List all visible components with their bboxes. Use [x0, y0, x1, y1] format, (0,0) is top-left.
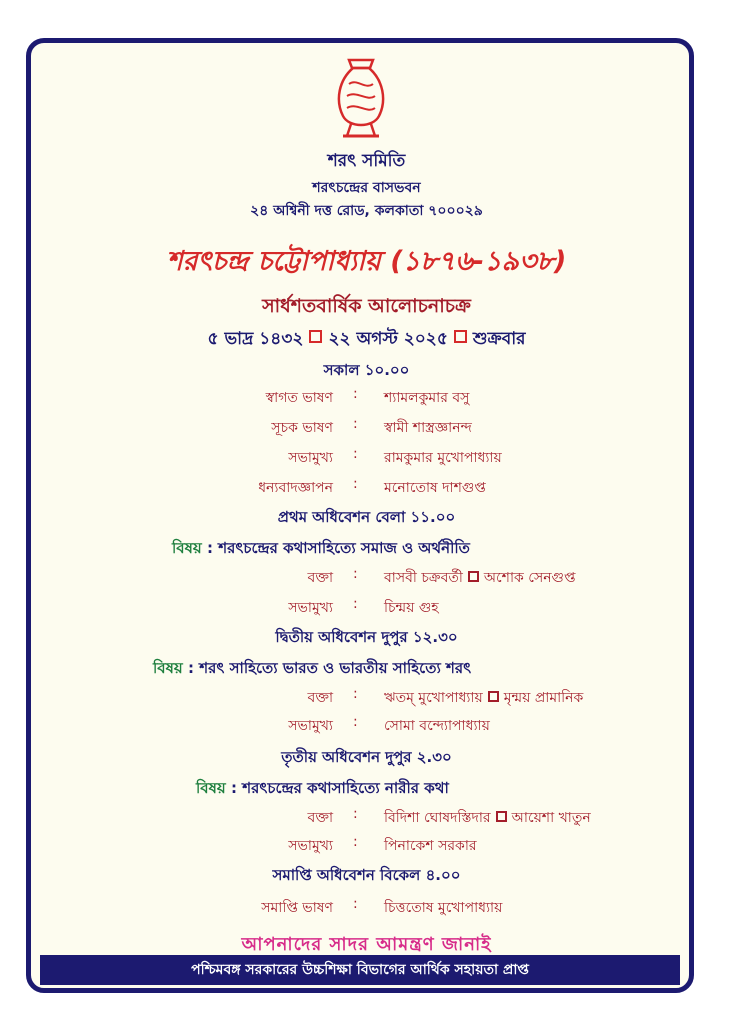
topic-text: : শরৎচন্দ্রের কথাসাহিত্যে সমাজ ও অর্থনীতি [206, 539, 470, 557]
separator: : [353, 416, 358, 432]
closing-speech-label: সমাপ্তি ভাষণ [261, 900, 333, 916]
session-1-chair: চিন্ময় গুহ [384, 600, 439, 616]
venue-name: শরৎচন্দ্রের বাসভবন [312, 180, 421, 196]
speaker: অশোক সেনগুপ্ত [483, 570, 576, 586]
separator: : [353, 476, 358, 492]
separator: : [353, 834, 358, 850]
funding-footer: পশ্চিমবঙ্গ সরকারের উচ্চশিক্ষা বিভাগের আর্থিক সহায়তা প্রাপ্ত [40, 955, 680, 985]
session-2-title: দ্বিতীয় অধিবেশন দুপুর ১২.৩০ [275, 628, 458, 646]
topic-label: বিষয় [153, 659, 183, 677]
speaker: ঋতম্‌ মুখোপাধ্যায় [384, 690, 483, 706]
square-bullet-icon [488, 691, 499, 702]
square-bullet-icon [309, 330, 322, 343]
session-2-topic [153, 657, 471, 682]
speaker: বাসবী চক্রবর্তী [384, 570, 463, 586]
closing-speech-value: চিত্ততোষ মুখোপাধ্যায় [384, 900, 503, 916]
session-2-chair: সোমা বন্দ্যোপাধ্যায় [384, 718, 490, 734]
separator: : [353, 446, 358, 462]
square-bullet-icon [454, 330, 467, 343]
chair-label: সভামুখ্য [288, 600, 333, 616]
vote-of-thanks-label: ধন্যবাদজ্ঞাপন [258, 480, 333, 496]
date-weekday: শুক্রবার [472, 329, 526, 349]
speaker: মৃন্ময় প্রামানিক [503, 690, 584, 706]
session-2-speakers [384, 686, 583, 710]
organizer-name: শরৎ সমিতি [327, 151, 406, 171]
square-bullet-icon [468, 571, 479, 582]
morning-time: সকাল ১০.০০ [323, 361, 410, 379]
separator: : [353, 714, 358, 730]
topic-text: : শরৎচন্দ্রের কথাসাহিত্যে নারীর কথা [230, 779, 449, 797]
date-bengali: ৫ ভাদ্র ১৪৩২ [207, 329, 304, 349]
honoree-title: শরৎচন্দ্র চট্টোপাধ্যায় (১৮৭৬-১৯৩৮) [166, 246, 567, 277]
speakers-label: বক্তা [307, 690, 333, 706]
keynote-value: স্বামী শাস্ত্রজ্ঞানন্দ [384, 420, 472, 436]
session-1-title: প্রথম অধিবেশন বেলা ১১.০০ [277, 508, 456, 526]
vase-emblem-logo [329, 56, 393, 140]
speaker: আয়েশা খাতুন [511, 810, 591, 826]
topic-label: বিষয় [172, 539, 202, 557]
chair-value: রামকুমার মুখোপাধ্যায় [384, 450, 502, 466]
separator: : [353, 896, 358, 912]
topic-text: : শরৎ সাহিত্যে ভারত ও ভারতীয় সাহিত্যে শরৎ [187, 659, 472, 677]
session-3-speakers [384, 806, 591, 830]
event-title: সার্ধশতবার্ষিক আলোচনাচক্র [262, 295, 471, 317]
keynote-label: সূচক ভাষণ [271, 420, 333, 436]
separator: : [353, 566, 358, 582]
chair-label: সভামুখ্য [288, 838, 333, 854]
session-1-topic [172, 537, 470, 562]
session-1-speakers [384, 566, 575, 590]
speakers-label: বক্তা [307, 810, 333, 826]
separator: : [353, 596, 358, 612]
welcome-speech-label: স্বাগত ভাষণ [265, 390, 333, 406]
session-3-topic [196, 777, 449, 802]
session-3-chair: পিনাকেশ সরকার [384, 838, 477, 854]
date-gregorian: ২২ অগস্ট ২০২৫ [328, 329, 448, 349]
session-3-title: তৃতীয় অধিবেশন দুপুর ২.৩০ [281, 748, 452, 766]
separator: : [353, 806, 358, 822]
speaker: বিদিশা ঘোষদস্তিদার [384, 810, 491, 826]
chair-label: সভামুখ্য [288, 718, 333, 734]
event-date [0, 326, 733, 354]
separator: : [353, 386, 358, 402]
separator: : [353, 686, 358, 702]
vote-of-thanks-value: মনোতোষ দাশগুপ্ত [384, 480, 486, 496]
closing-session-title: সমাপ্তি অধিবেশন বিকেল ৪.০০ [272, 866, 461, 884]
speakers-label: বক্তা [307, 570, 333, 586]
square-bullet-icon [496, 811, 507, 822]
invitation-text: আপনাদের সাদর আমন্ত্রণ জানাই [241, 934, 492, 955]
venue-address: ২৪ অশ্বিনী দত্ত রোড, কলকাতা ৭০০০২৯ [250, 203, 483, 219]
topic-label: বিষয় [196, 779, 226, 797]
welcome-speech-value: শ্যামলকুমার বসু [384, 390, 470, 406]
chair-label: সভামুখ্য [288, 450, 333, 466]
